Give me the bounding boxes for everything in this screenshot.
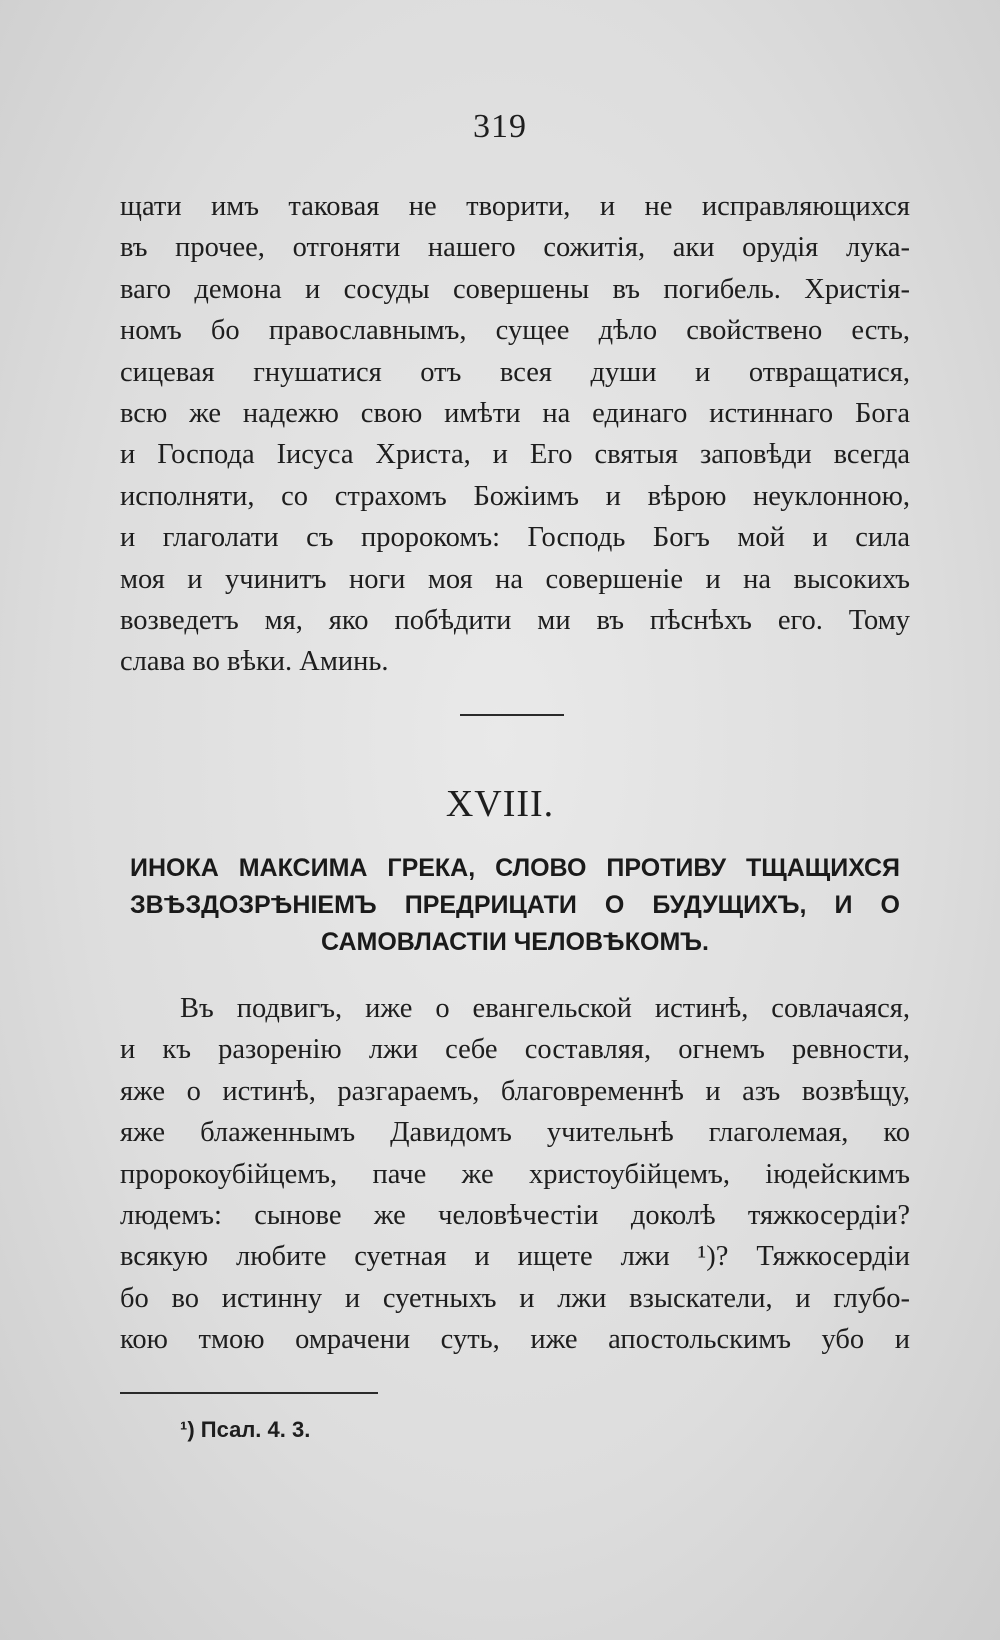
text-line: Въ подвигъ, иже о евангельской истинѣ, совлачаяся, xyxy=(180,993,910,1024)
text-line: и къ разоренію лжи себе составляя, огнемъ ревности, xyxy=(120,1034,910,1066)
text-line: ваго демона и сосуды совершены въ погибель. Христія- xyxy=(120,273,910,305)
paragraph-one xyxy=(120,186,910,683)
text-line: и глаголати съ пророкомъ: Господь Богъ мой и сила xyxy=(120,522,910,554)
text-line: возведетъ мя, яко побѣдити ми въ пѣснѣхъ его. Тому xyxy=(120,604,910,636)
text-line: номъ бо православнымъ, сущее дѣло свойствено есть, xyxy=(120,315,910,347)
footnote-divider xyxy=(120,1392,378,1394)
text-line: и Господа Іисуса Христа, и Его святыя заповѣди всегда xyxy=(120,439,910,471)
text-line: людемъ: сынове же человѣчестіи доколѣ тяжкосердіи? xyxy=(120,1199,910,1231)
text-line: щати имъ таковая не творити, и не исправляющихся xyxy=(120,191,910,222)
page-number: 319 xyxy=(473,108,527,145)
heading-line: ИНОКА МАКСИМА ГРЕКА, СЛОВО ПРОТИВУ ТЩАЩИХСЯ xyxy=(130,854,900,882)
paragraph-two xyxy=(120,988,910,1361)
text-line: исполняти, со страхомъ Божіимъ и вѣрою неуклонною, xyxy=(120,480,910,512)
section-number: XVIII. xyxy=(445,783,555,825)
heading-line: САМОВЛАСТІИ ЧЕЛОВѢКОМЪ. xyxy=(321,928,709,956)
footnote xyxy=(180,1417,310,1443)
text-line: кою тмою омрачени суть, иже апостольскимъ убо и xyxy=(120,1324,910,1356)
footnote-marker: ¹) xyxy=(180,1417,195,1442)
text-line: въ прочее, отгоняти нашего сожитія, аки орудія лука- xyxy=(120,232,910,264)
text-line: всю же надежю свою имѣти на единаго истиннаго Бога xyxy=(120,397,910,429)
footnote-text: Псал. 4. 3. xyxy=(200,1417,311,1442)
text-line: всякую любите суетная и ищете лжи ¹)? Тяжкосердіи xyxy=(120,1241,910,1273)
text-line: моя и учинитъ ноги моя на совершеніе и на высокихъ xyxy=(120,563,910,595)
text-line: слава во вѣки. Аминь. xyxy=(120,646,389,678)
text-line: яже блаженнымъ Давидомъ учительнѣ глаголемая, ко xyxy=(120,1117,910,1149)
section-heading xyxy=(130,850,900,961)
section-divider xyxy=(460,714,564,716)
heading-line: ЗВѢЗДОЗРѢНІЕМЪ ПРЕДРИЦАТИ О БУДУЩИХЪ, И О xyxy=(130,891,900,919)
text-line: яже о истинѣ, разгараемъ, благовременнѣ и азъ возвѣщу, xyxy=(120,1075,910,1107)
text-line: сицевая гнушатися отъ всея души и отвращатися, xyxy=(120,356,910,388)
text-line: пророкоубійцемъ, паче же христоубійцемъ, іюдейскимъ xyxy=(120,1158,910,1190)
text-line: бо во истинну и суетныхъ и лжи взыскатели, и глубо- xyxy=(120,1282,910,1314)
